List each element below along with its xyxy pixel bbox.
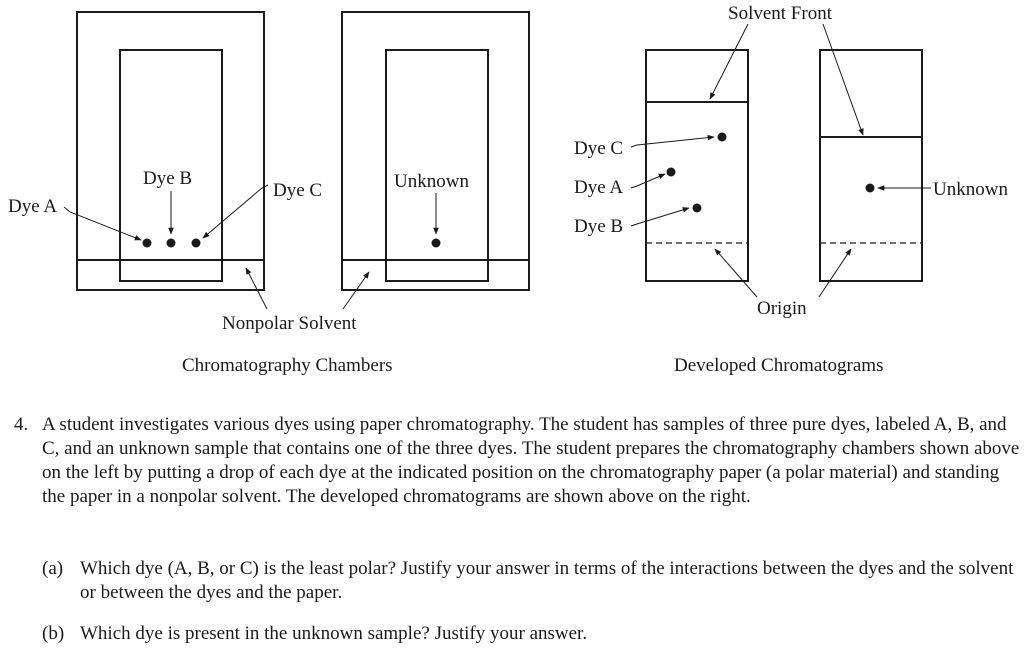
part-a-label: (a) (42, 558, 64, 579)
dye-a-spot (143, 239, 152, 248)
chambers-caption: Chromatography Chambers (182, 355, 393, 376)
unknown-spot (432, 239, 441, 248)
question-number: 4. (14, 414, 29, 435)
dye-c-spot (192, 239, 201, 248)
dye-a-pointer (64, 207, 141, 240)
part-b-label: (b) (42, 623, 65, 644)
chamber-1 (77, 12, 264, 290)
solvent-front-pointer-left (710, 24, 748, 99)
part-b-text: Which dye is present in the unknown sample? Justify your answer. (80, 623, 588, 644)
unknown-label: Unknown (394, 171, 469, 192)
developed-dye-a-pointer (631, 174, 665, 188)
dye-b-label: Dye B (143, 168, 193, 189)
part-a-text: Which dye (A, B, or C) is the least polar? Justify your answer in terms of the interactions between the dyes and the solvent or between the dyes and the paper. (80, 558, 1014, 603)
origin-pointer-left (715, 249, 757, 297)
developed-dye-c-pointer (631, 137, 714, 147)
nonpolar-solvent-label: Nonpolar Solvent (222, 313, 357, 334)
solvent-front-label: Solvent Front (728, 3, 832, 24)
chromatogram-dye-a-label: Dye A (574, 177, 624, 198)
developed-dye-b-pointer (631, 208, 689, 226)
dye-b-spot (167, 239, 176, 248)
chromatogram-unknown-label: Unknown (933, 179, 1008, 200)
chromatogram-1 (646, 50, 748, 281)
dye-a-label: Dye A (8, 196, 58, 217)
developed-dye-a-spot (667, 168, 676, 177)
developed-dye-b-spot (693, 204, 702, 213)
chromatograms-caption: Developed Chromatograms (674, 355, 884, 376)
chamber-2 (342, 12, 529, 290)
developed-unknown-spot (866, 184, 875, 193)
chromatogram-2 (820, 50, 922, 281)
chromatogram-dye-b-label: Dye B (574, 216, 624, 237)
dye-c-pointer (203, 185, 268, 238)
question-text: A student investigates various dyes using paper chromatography. The student has samples of three pure dyes, labeled A, B, and C, and an unknown sample that contains one of the three dyes. The student prepares the chromatography chambers shown above on the left by putting a drop of each dye at the indicated position on the chromatography paper (a polar material) and standing the paper in a nonpolar solvent. The developed chromatograms are shown above on the right. (42, 414, 1020, 507)
chromatogram-dye-c-label: Dye C (574, 138, 624, 159)
developed-dye-c-spot (718, 133, 727, 142)
origin-pointer-right (819, 249, 851, 297)
dye-c-label: Dye C (273, 180, 323, 201)
solvent-front-pointer-right (823, 24, 863, 135)
origin-label: Origin (757, 298, 807, 319)
